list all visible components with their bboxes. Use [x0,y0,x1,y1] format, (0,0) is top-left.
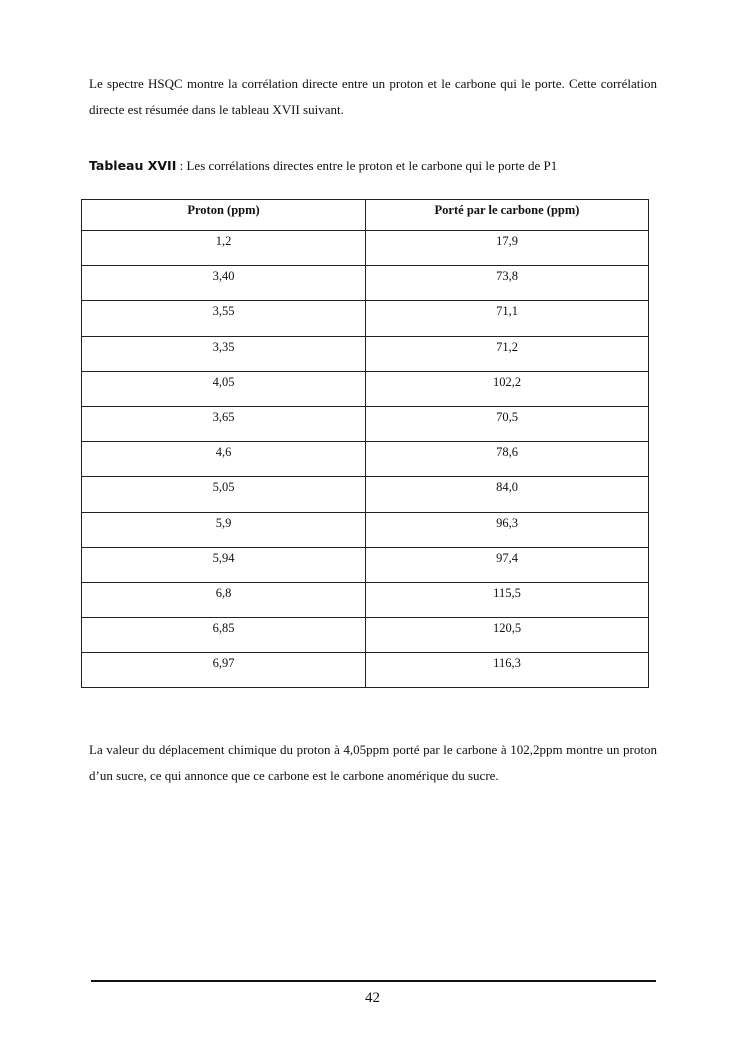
proton-cell: 5,05 [82,477,366,512]
table-row [82,547,649,582]
table-row [82,301,649,336]
carbon-cell: 84,0 [366,477,649,512]
table-header-row [82,200,649,231]
proton-cell: 3,40 [82,266,366,301]
proton-cell: 6,8 [82,582,366,617]
carbon-cell: 120,5 [366,618,649,653]
table-row [82,618,649,653]
proton-cell: 5,9 [82,512,366,547]
carbon-cell: 116,3 [366,653,649,688]
table-caption-label: Tableau XVII [89,158,177,173]
table-row [82,231,649,266]
carbon-cell: 96,3 [366,512,649,547]
hsqc-correlation-table [81,199,649,688]
carbon-cell: 102,2 [366,371,649,406]
carbon-cell: 73,8 [366,266,649,301]
proton-cell: 4,6 [82,442,366,477]
proton-cell: 6,97 [82,653,366,688]
table-row [82,406,649,441]
proton-cell: 6,85 [82,618,366,653]
proton-cell: 3,55 [82,301,366,336]
table-caption-text: : Les corrélations directes entre le proton et le carbone qui le porte de P1 [176,158,558,173]
proton-cell: 4,05 [82,371,366,406]
table-row [82,371,649,406]
table-row [82,653,649,688]
table-row [82,336,649,371]
table-row [82,512,649,547]
carbon-cell: 71,2 [366,336,649,371]
footer-divider [91,980,656,982]
proton-cell: 3,65 [82,406,366,441]
carbon-cell: 97,4 [366,547,649,582]
carbon-cell: 71,1 [366,301,649,336]
intro-paragraph: Le spectre HSQC montre la corrélation directe entre un proton et le carbone qui le porte. Cette corrélation directe est résumée dans le tableau XVII suivant. [89,76,657,117]
proton-cell: 3,35 [82,336,366,371]
proton-cell: 1,2 [82,231,366,266]
table-caption [89,157,669,175]
carbon-cell: 17,9 [366,231,649,266]
carbon-cell: 70,5 [366,406,649,441]
table-row [82,477,649,512]
table-row [82,442,649,477]
proton-cell: 5,94 [82,547,366,582]
column-header-proton: Proton (ppm) [82,200,366,231]
carbon-cell: 115,5 [366,582,649,617]
table-row [82,266,649,301]
page-number: 42 [365,990,380,1006]
conclusion-paragraph: La valeur du déplacement chimique du proton à 4,05ppm porté par le carbone à 102,2ppm montre un proton d’un sucre, ce qui annonce que ce carbone est le carbone anomérique du sucre. [89,742,657,783]
table-row [82,582,649,617]
column-header-carbon: Porté par le carbone (ppm) [366,200,649,231]
carbon-cell: 78,6 [366,442,649,477]
